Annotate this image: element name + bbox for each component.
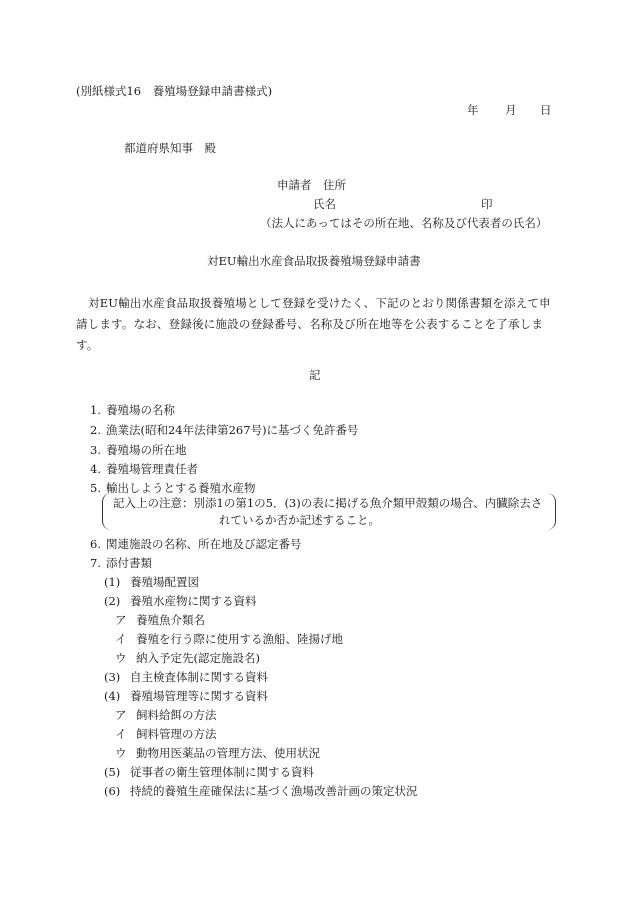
sub-item-marker: ア — [115, 708, 127, 722]
applicant-address-label: 申請者 住所 — [277, 178, 346, 192]
attachment-number: (1) — [104, 575, 121, 589]
item-text: 養殖場管理責任者 — [106, 462, 198, 476]
attachment-text: 自主検査体制に関する資料 — [130, 670, 268, 684]
attachment-text: 養殖水産物に関する資料 — [130, 594, 257, 608]
item-number: 4. — [90, 462, 101, 476]
attachment-text: 従事者の衛生管理体制に関する資料 — [130, 765, 314, 779]
item-text: 関連施設の名称、所在地及び認定番号 — [106, 537, 302, 551]
attachment-number: (5) — [104, 765, 121, 779]
item-text: 養殖場の所在地 — [106, 443, 187, 457]
attachment-text: 養殖場配置図 — [130, 575, 199, 589]
applicant-name-label: 氏名 — [313, 197, 336, 211]
item-number: 5. — [90, 481, 101, 495]
entry-note-line-1: 記入上の注意：別添1の第1の5．(3)の表に掲げる魚介類甲殻類の場合、内臓除去さ — [113, 496, 543, 510]
form-label: (別紙様式16 養殖場登録申請書様式) — [76, 84, 273, 98]
ki-marker: 記 — [309, 368, 321, 382]
document-title: 対EU輸出水産食品取扱養殖場登録申請書 — [207, 254, 421, 268]
body-paragraph: 対EU輸出水産食品取扱養殖場として登録を受けたく、下記のとおり関係書類を添えて申請します。なお、登録後に施設の登録番号、名称及び所在地等を公表することを了承します。 — [76, 296, 551, 352]
item-number: 6. — [90, 537, 101, 551]
attachment-number: (2) — [104, 594, 121, 608]
sub-item-text: 養殖魚介類名 — [136, 613, 205, 627]
item-text: 添付書類 — [106, 556, 152, 570]
sub-item-marker: イ — [115, 632, 127, 646]
seal-mark: 印 — [481, 197, 493, 211]
attachment-text: 持続的養殖生産確保法に基づく漁場改善計画の策定状況 — [130, 784, 418, 798]
sub-item-marker: ウ — [115, 651, 127, 665]
attachment-number: (4) — [104, 689, 121, 703]
date-month-label: 月 — [505, 103, 517, 117]
item-number: 2. — [90, 423, 101, 437]
date-year-label: 年 — [467, 103, 479, 117]
item-number: 7. — [90, 556, 101, 570]
sub-item-text: 動物用医薬品の管理方法、使用状況 — [136, 746, 320, 760]
addressee: 都道府県知事 殿 — [124, 141, 216, 155]
item-text: 漁業法(昭和24年法律第267号)に基づく免許番号 — [106, 423, 359, 437]
sub-item-text: 養殖を行う際に使用する漁船、陸揚げ地 — [136, 632, 343, 646]
sub-item-marker: ア — [115, 613, 127, 627]
item-number: 3. — [90, 443, 101, 457]
attachment-text: 養殖場管理等に関する資料 — [130, 689, 268, 703]
item-text: 輸出しようとする養殖水産物 — [106, 481, 256, 495]
attachment-number: (6) — [104, 784, 121, 798]
entry-note-box — [102, 493, 556, 530]
attachment-number: (3) — [104, 670, 121, 684]
sub-item-text: 納入予定先(認定施設名) — [136, 651, 260, 665]
sub-item-text: 飼料給餌の方法 — [136, 708, 217, 722]
sub-item-text: 飼料管理の方法 — [136, 727, 217, 741]
date-day-label: 日 — [540, 103, 552, 117]
item-number: 1. — [90, 403, 101, 417]
applicant-note: （法人にあってはその所在地、名称及び代表者の氏名） — [260, 216, 548, 230]
sub-item-marker: イ — [115, 727, 127, 741]
sub-item-marker: ウ — [115, 746, 127, 760]
item-text: 養殖場の名称 — [106, 403, 175, 417]
entry-note-line-2: れているか否か記述すること。 — [219, 513, 380, 527]
